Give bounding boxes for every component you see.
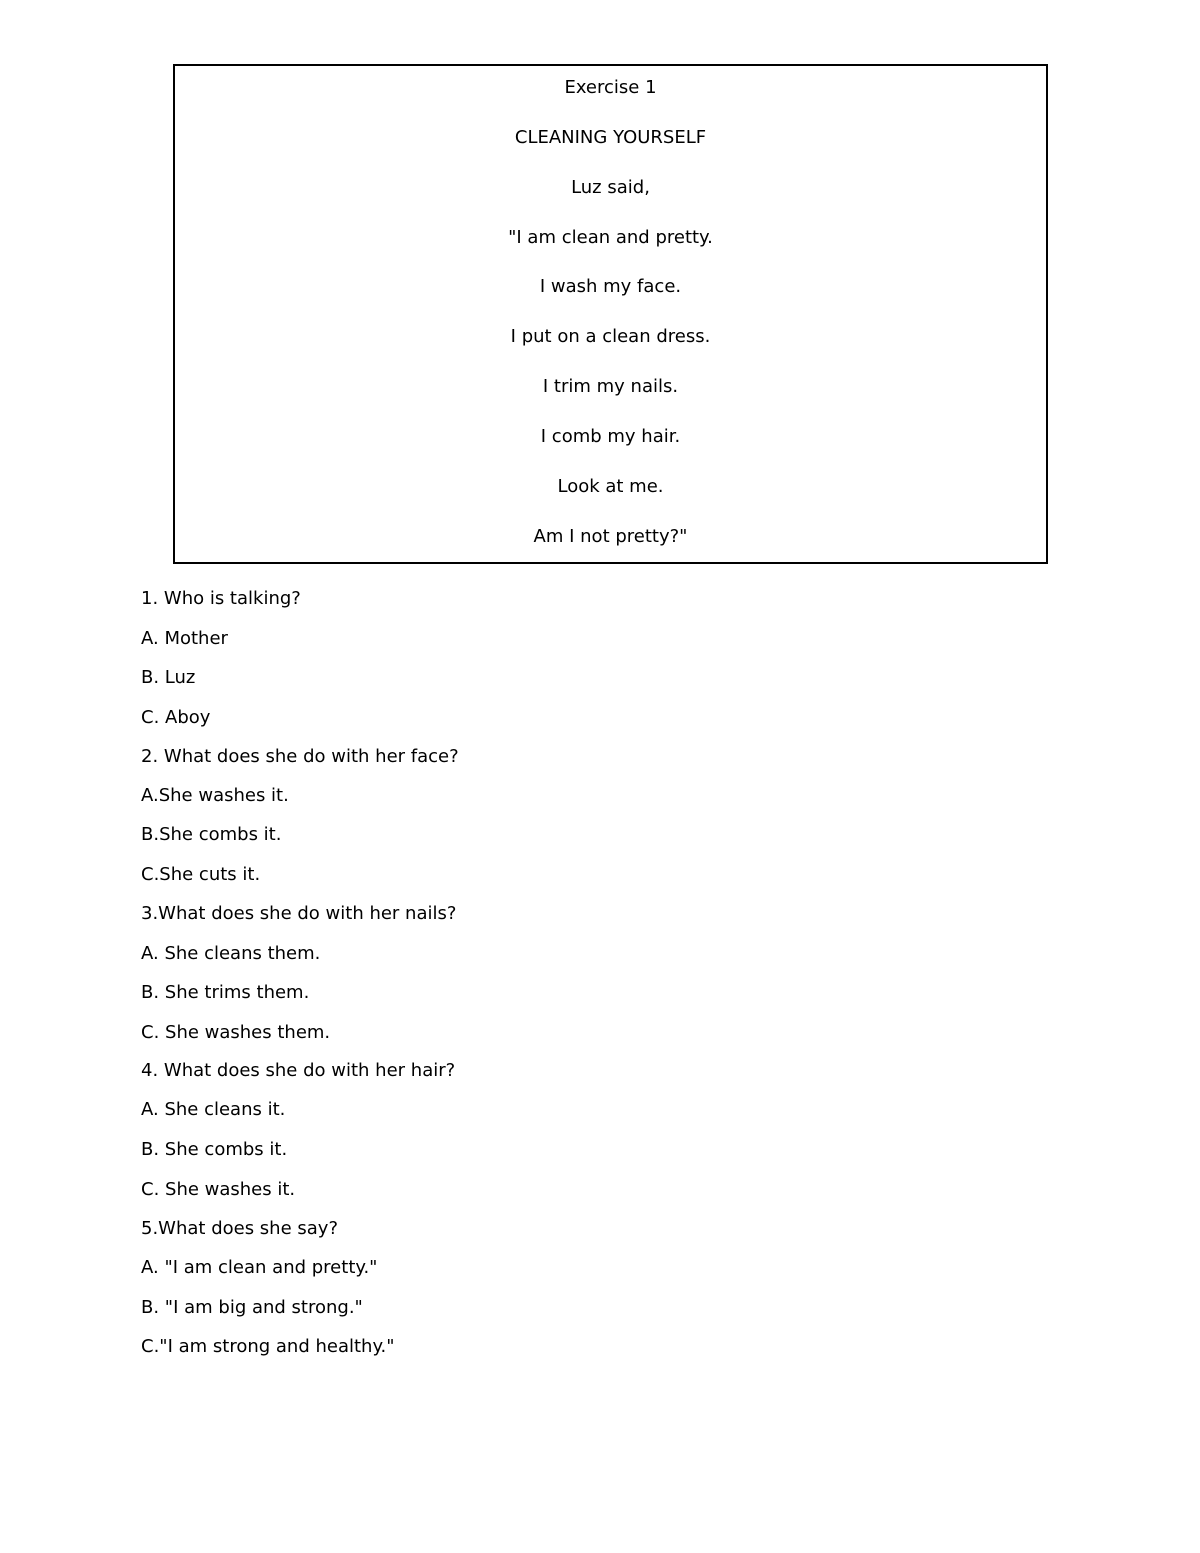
passage-line: Am I not pretty?" <box>533 526 688 547</box>
answer-option: A.She washes it. <box>141 785 289 806</box>
answer-option: B. She combs it. <box>141 1139 288 1160</box>
question-text: 5.What does she say? <box>141 1218 338 1239</box>
exercise-label: Exercise 1 <box>564 77 657 98</box>
answer-option: A. Mother <box>141 628 228 649</box>
passage-line: Look at me. <box>557 476 664 497</box>
passage-line: I trim my nails. <box>542 376 679 397</box>
passage-title: CLEANING YOURSELF <box>514 127 707 148</box>
passage-line: I put on a clean dress. <box>510 326 711 347</box>
answer-option: A. She cleans them. <box>141 943 321 964</box>
question-text: 1. Who is talking? <box>141 588 301 609</box>
answer-option: B. "I am big and strong." <box>141 1297 363 1318</box>
question-text: 4. What does she do with her hair? <box>141 1060 456 1081</box>
passage-line: I wash my face. <box>539 276 682 297</box>
passage-line: "I am clean and pretty. <box>508 227 713 248</box>
passage-line: Luz said, <box>571 177 650 198</box>
answer-option: C."I am strong and healthy." <box>141 1336 395 1357</box>
answer-option: A. She cleans it. <box>141 1099 286 1120</box>
answer-option: A. "I am clean and pretty." <box>141 1257 378 1278</box>
answer-option: B.She combs it. <box>141 824 282 845</box>
answer-option: C.She cuts it. <box>141 864 261 885</box>
question-text: 3.What does she do with her nails? <box>141 903 457 924</box>
answer-option: B. She trims them. <box>141 982 310 1003</box>
answer-option: C. Aboy <box>141 707 211 728</box>
passage-box <box>173 64 1048 564</box>
answer-option: C. She washes them. <box>141 1022 331 1043</box>
answer-option: C. She washes it. <box>141 1179 296 1200</box>
passage-line: I comb my hair. <box>540 426 681 447</box>
question-text: 2. What does she do with her face? <box>141 746 459 767</box>
answer-option: B. Luz <box>141 667 196 688</box>
